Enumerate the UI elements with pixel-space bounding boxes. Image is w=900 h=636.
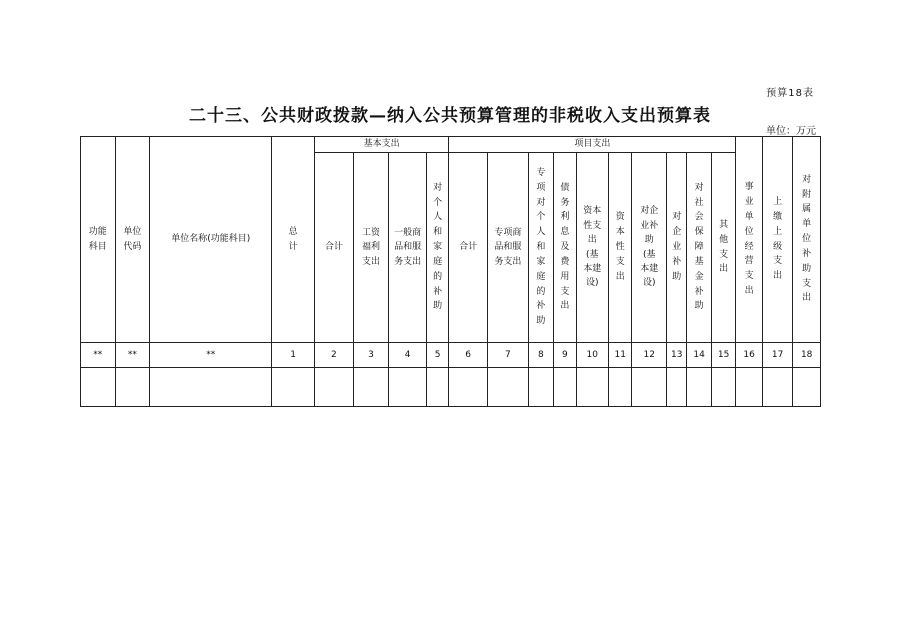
data-cell [389, 368, 427, 407]
budget-table [80, 136, 821, 407]
data-cell [528, 368, 553, 407]
data-cell [576, 368, 609, 407]
data-cell [609, 368, 632, 407]
col-biz-expense: 事业单位经营支出 [736, 137, 762, 343]
data-cell [711, 368, 736, 407]
data-cell [736, 368, 762, 407]
index-cell: 16 [736, 343, 762, 368]
index-cell: 14 [687, 343, 711, 368]
index-cell: 2 [315, 343, 354, 368]
index-cell: 13 [667, 343, 687, 368]
index-cell: 11 [609, 343, 632, 368]
data-cell [426, 368, 448, 407]
col-basic-wage: 工资福利支出 [353, 153, 389, 343]
index-cell: 3 [353, 343, 389, 368]
col-basic-subsidy: 对个人和家庭的补助 [426, 153, 448, 343]
index-cell: 4 [389, 343, 427, 368]
col-affil-subsidy: 对附属单位补助支出 [793, 137, 821, 343]
data-cell [667, 368, 687, 407]
index-cell: 5 [426, 343, 448, 368]
col-project-capital-build: 资本性支出(基本建设) [576, 153, 609, 343]
index-cell: ** [150, 343, 272, 368]
col-project-goods: 专项商品和服务支出 [487, 153, 528, 343]
col-upper-expense: 上缴上级支出 [762, 137, 793, 343]
data-cell [449, 368, 488, 407]
index-cell: 17 [762, 343, 793, 368]
col-project-enterprise-build: 对企业补助(基本建设) [632, 153, 667, 343]
index-cell: 10 [576, 343, 609, 368]
col-project-capital: 资本性支出 [609, 153, 632, 343]
data-cell [115, 368, 150, 407]
data-cell [632, 368, 667, 407]
col-unit-name: 单位名称(功能科目) [150, 137, 272, 343]
group-project-expense: 项目支出 [449, 137, 736, 153]
index-cell: ** [115, 343, 150, 368]
col-project-debt: 债务利息及费用支出 [554, 153, 576, 343]
index-cell: 9 [554, 343, 576, 368]
data-row-empty [81, 368, 821, 407]
col-project-enterprise: 对企业补助 [667, 153, 687, 343]
col-func-subject: 功能科目 [81, 137, 116, 343]
data-cell [554, 368, 576, 407]
col-project-social: 对社会保障基金补助 [687, 153, 711, 343]
col-project-other: 其他支出 [711, 153, 736, 343]
data-cell [762, 368, 793, 407]
index-cell: 8 [528, 343, 553, 368]
index-cell: 18 [793, 343, 821, 368]
index-cell: 15 [711, 343, 736, 368]
index-row [81, 343, 821, 368]
index-cell: 12 [632, 343, 667, 368]
col-project-subsidy: 专项对个人和家庭的补助 [528, 153, 553, 343]
page-title: 二十三、公共财政拨款—纳入公共预算管理的非税收入支出预算表 [189, 106, 711, 126]
index-cell: 1 [272, 343, 315, 368]
index-cell: 7 [487, 343, 528, 368]
col-unit-code: 单位代码 [115, 137, 150, 343]
data-cell [272, 368, 315, 407]
group-basic-expense: 基本支出 [315, 137, 449, 153]
data-cell [150, 368, 272, 407]
col-basic-goods: 一般商品和服务支出 [389, 153, 427, 343]
index-cell: ** [81, 343, 116, 368]
data-cell [793, 368, 821, 407]
data-cell [353, 368, 389, 407]
form-number: 预算18表 [766, 88, 814, 99]
col-total: 总计 [272, 137, 315, 343]
col-basic-sum: 合计 [315, 153, 354, 343]
data-cell [487, 368, 528, 407]
unit-label: 单位：万元 [766, 126, 816, 137]
data-cell [687, 368, 711, 407]
data-cell [315, 368, 354, 407]
col-project-sum: 合计 [449, 153, 488, 343]
header-row-1 [81, 137, 821, 153]
data-cell [81, 368, 116, 407]
index-cell: 6 [449, 343, 488, 368]
